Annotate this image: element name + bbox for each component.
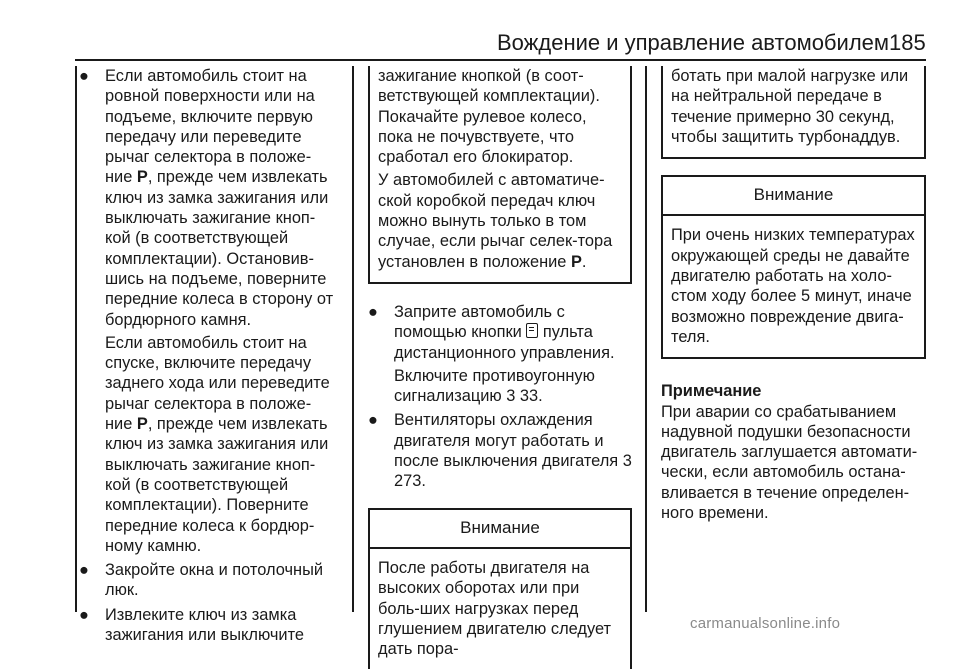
warning-body: При очень низких температурах окружающей среды не давайте двигателю работать на холо-стом ходу более 5 минут, иначе возможно повреждение двига-теля.: [671, 226, 915, 346]
continued-box: зажигание кнопкой (в соот-ветствующей комплектации). Покачайте рулевое колесо, пока не почувствуете, что сработал его блокиратор. У автомобилей с автоматиче-ской коробкой передач ключ можно вынуть только в том случае, если рычаг селек-тора установлен в положение P.: [368, 66, 632, 284]
column-2: [368, 66, 632, 669]
note-body: При аварии со срабатыванием надувной подушки безопасности двигатель заглушается автомати-чески, если автомобиль остана-вливается в течение определен-ного времени.: [661, 402, 918, 523]
list-item-paragraph: Если автомобиль стоит на спуске, включите передачу заднего хода или переведите рычаг селектора в положе-ние P, прежде чем извлекать ключ из замка зажигания или выключать зажигание кноп-кой (в соответствующей комплектации). Поверните передние колеса к бордюр-ному камню.: [105, 333, 330, 555]
warning-heading: Внимание: [663, 177, 924, 216]
warning-heading: Внимание: [370, 510, 630, 549]
bullet-icon: ●: [79, 67, 89, 85]
column-rule-2: [645, 66, 647, 612]
warning-box: [368, 508, 632, 669]
note-heading: Примечание: [661, 382, 762, 401]
page-reference[interactable]: 3 273.: [394, 452, 632, 491]
watermark: carmanualsonline.info: [690, 615, 841, 632]
page-title: Вождение и управление автомобилем: [497, 30, 890, 55]
column-1: [79, 66, 334, 645]
page-number: 185: [889, 30, 926, 55]
lock-icon: [526, 323, 538, 338]
list-item: ● Вентиляторы охлаждения двигателя могут работать и после выключения двигателя 3 273.: [368, 411, 632, 491]
warning-body: После работы двигателя на высоких оборотах или при боль-ших нагрузках перед глушением двигателю следует дать пора-: [378, 558, 612, 659]
page-header: [0, 0, 960, 62]
bullet-icon: ●: [79, 605, 89, 624]
list-item: ● Если автомобиль стоит на ровной поверхности или на подъеме, включите первую передачу или переведите рычаг селектора в положе-ние P, прежде чем извлекать ключ из замка зажигания или выключать зажигание кноп-кой (в соответствующей комплектации). Остановив-шись на подъеме, поверните передние колеса в сторону от бордюрного камня. Если автомобиль стоит на спуске, включите передачу заднего хода или переведите рычаг селектора в положе-ние P, прежде чем извлекать ключ из замка зажигания или выключать зажигание кноп-кой (в соответствующей комплектации). Поверните передние колеса к бордюр-ному камню.: [79, 67, 334, 555]
bullet-icon: ●: [368, 302, 378, 321]
header-rule: [75, 59, 926, 61]
warning-box: [661, 175, 926, 359]
column-rule-1: [352, 66, 354, 612]
continued-box: ботать при малой нагрузке или на нейтральной передаче в течение примерно 30 секунд, чтобы защитить турбонаддув.: [661, 66, 926, 159]
column-rule-left: [75, 66, 77, 612]
bullet-icon: ●: [368, 411, 378, 430]
list-item: ● Извлеките ключ из замка зажигания или выключите: [79, 605, 305, 645]
page-reference[interactable]: 3 33.: [506, 387, 543, 406]
list-item: ● Закройте окна и потолочный люк.: [79, 561, 324, 600]
list-item: ● Заприте автомобиль с помощью кнопки пульта дистанционного управления. Включите противоугонную сигнализацию 3 33.: [368, 302, 615, 406]
column-3: [661, 66, 926, 523]
bullet-icon: ●: [79, 561, 89, 580]
